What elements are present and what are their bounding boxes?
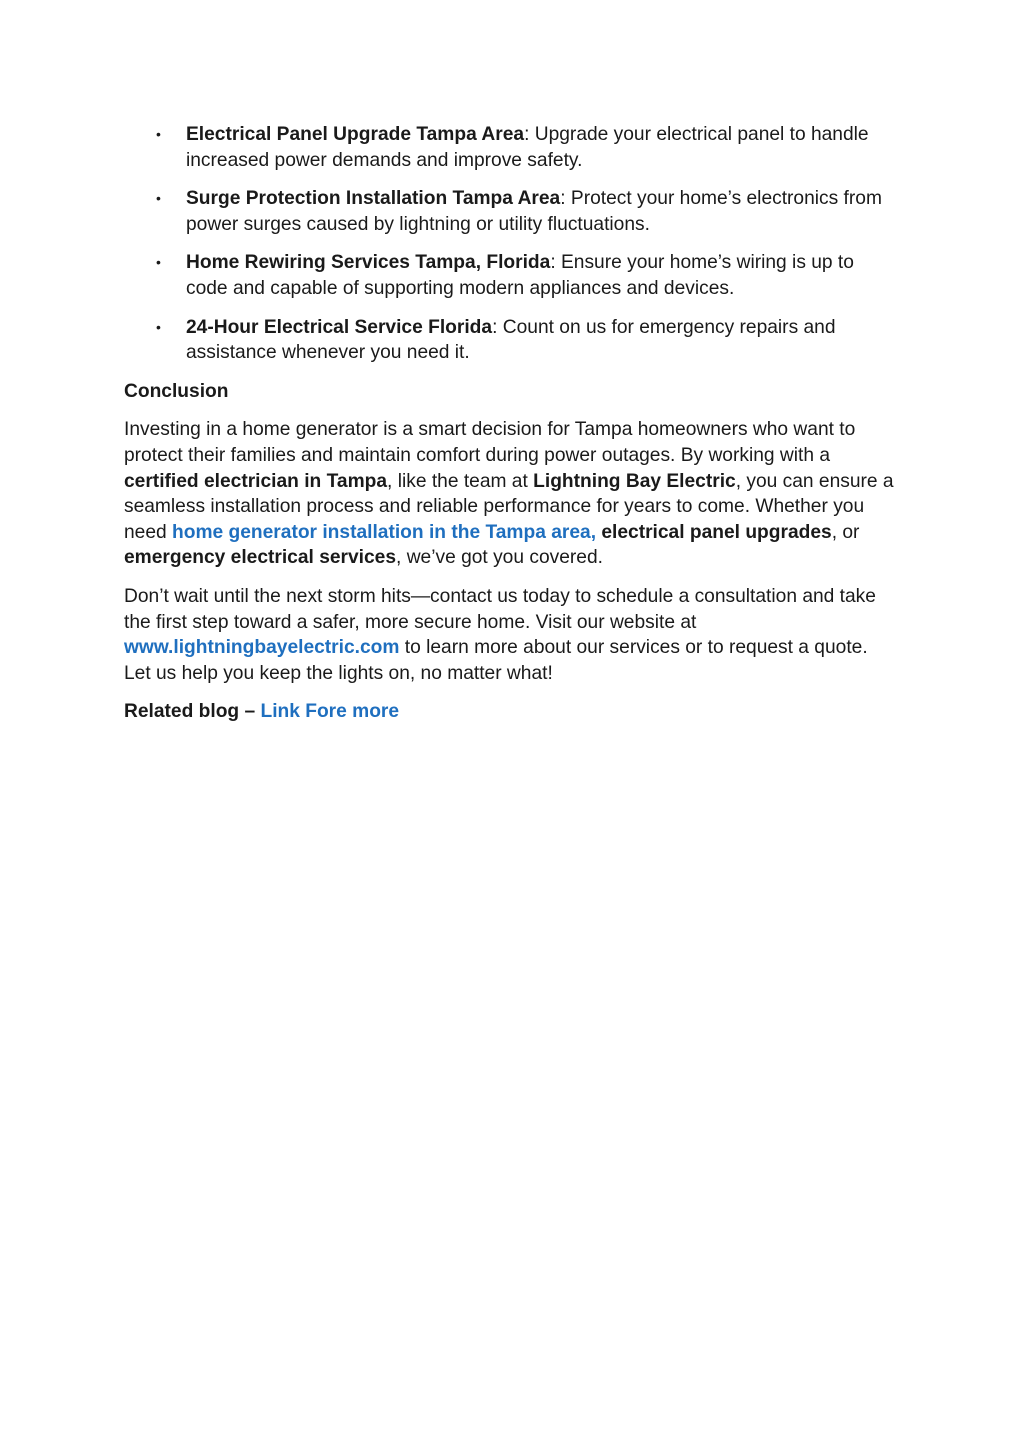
list-item <box>124 186 899 237</box>
paragraph-text: , like the team at <box>387 470 534 492</box>
conclusion-paragraph <box>124 417 899 571</box>
generator-installation-link[interactable]: home generator installation in the Tampa area <box>172 521 591 543</box>
list-item <box>124 250 899 301</box>
paragraph-text: to learn more about our services or to request a quote. Let us help you keep the lights on, no matter what! <box>124 637 868 684</box>
paragraph-text: Investing in a home generator is a smart decision for Tampa homeowners who want to protect their families and maintain comfort during power outages. By working with a <box>124 419 856 466</box>
service-description: : Ensure your home’s wiring is up to code and capable of supporting modern appliances and devices. <box>186 252 854 299</box>
list-item <box>124 122 899 173</box>
related-blog-label: Related blog – <box>124 701 261 723</box>
bold-phrase: certified electrician in Tampa <box>124 470 388 492</box>
conclusion-heading: Conclusion <box>124 380 229 402</box>
service-title: 24-Hour Electrical Service Florida <box>186 316 493 338</box>
bullet-icon: • <box>156 254 161 271</box>
related-blog-link[interactable]: Link Fore more <box>260 701 400 723</box>
company-name: Lightning Bay Electric <box>533 470 736 492</box>
paragraph-text: , or <box>831 521 860 543</box>
bullet-icon: • <box>156 318 161 335</box>
paragraph-text: , you can ensure a seamless installation process and reliable performance for years to come. Whether you need <box>124 470 894 543</box>
paragraph-text: Don’t wait until the next storm hits—contact us today to schedule a consultation and take the first step toward a safer, more secure home. Visit our website at <box>124 585 876 633</box>
service-description: : Upgrade your electrical panel to handle increased power demands and improve safety. <box>186 124 869 171</box>
bold-phrase: emergency electrical services <box>124 547 397 569</box>
link-separator: , <box>590 521 602 543</box>
service-title: Surge Protection Installation Tampa Area <box>186 188 561 210</box>
bold-phrase: electrical panel upgrades <box>601 521 832 543</box>
service-description: : Count on us for emergency repairs and assistance whenever you need it. <box>186 316 836 364</box>
related-blog-line <box>124 699 899 725</box>
service-title: Home Rewiring Services Tampa, Florida <box>186 252 551 274</box>
bullet-icon: • <box>156 126 161 142</box>
list-item <box>124 315 899 366</box>
call-to-action-paragraph <box>124 584 899 686</box>
document-content <box>124 122 899 738</box>
paragraph-text: , we’ve got you covered. <box>396 547 603 569</box>
service-description: : Protect your home’s electronics from power surges caused by lightning or utility fluctuations. <box>186 188 882 235</box>
service-title: Electrical Panel Upgrade Tampa Area <box>186 124 525 145</box>
services-list <box>124 122 899 366</box>
website-link[interactable]: www.lightningbayelectric.com <box>124 637 400 659</box>
bullet-icon: • <box>156 190 161 207</box>
